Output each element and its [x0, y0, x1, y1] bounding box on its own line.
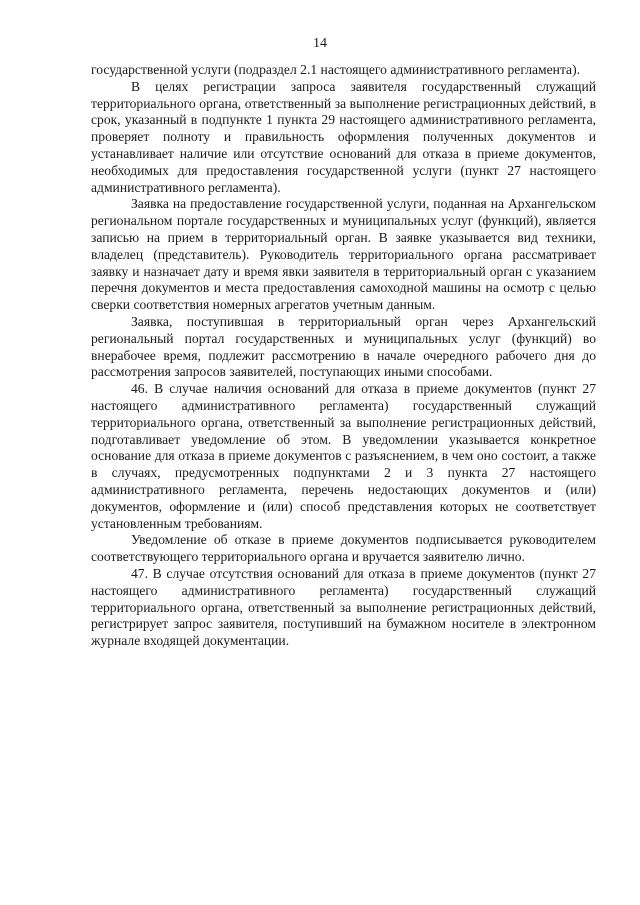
paragraph-after-hours-application: Заявка, поступившая в территориальный орган через Архангельский региональный портал государственных и муниципальных услуг (функций) во внерабочее время, подлежит рассмотрению в начале очередного рабочего дня до рассмотрения запросов заявителей, поступающих иными способами.: [91, 313, 596, 380]
document-body: [91, 62, 596, 650]
paragraph-46-refusal-notice: 46. В случае наличия оснований для отказа в приеме документов (пункт 27 настоящего административного регламента) государственный служащий территориального органа, ответственный за выполнение регистрационных действий, подготавливает уведомление об этом. В уведомлении указывается конкретное основание для отказа в приеме документов с разъяснением, в чем оно состоит, а также в случаях, предусмотренных подпунктами 2 и 3 пункта 27 настоящего административного регламента, перечень недостающих документов и (или) документов, оформление и (или) способ представления которых не соответствует установленным требованиям.: [91, 381, 596, 531]
paragraph-registration-check: В целях регистрации запроса заявителя государственный служащий территориального органа, ответственный за выполнение регистрационных действий, в срок, указанный в подпункте 1 пункта 29 настоящего административного регламента, проверяет полноту и правильность оформления полученных документов и устанавливает наличие или отсутствие оснований для отказа в приеме документов, необходимых для предоставления государственной услуги (пункт 27 настоящего административного регламента).: [91, 78, 596, 195]
paragraph-portal-application: Заявка на предоставление государственной услуги, поданная на Архангельском региональном портале государственных и муниципальных услуг (функций), является записью на прием в территориальный орган. В заявке указывается вид техники, владелец (представитель). Руководитель территориального органа рассматривает заявку и назначает дату и время явки заявителя в территориальный орган с указанием перечня документов и места предоставления самоходной машины на осмотр с целью сверки соответствия номерных агрегатов учетным данным.: [91, 196, 596, 313]
paragraph-continuation: государственной услуги (подраздел 2.1 настоящего административного регламента).: [91, 62, 581, 77]
paragraph-notice-signing: Уведомление об отказе в приеме документов подписывается руководителем соответствующего территориального органа и вручается заявителю лично.: [91, 532, 596, 565]
page-number: 14: [313, 36, 327, 51]
paragraph-47-registration: 47. В случае отсутствия оснований для отказа в приеме документов (пункт 27 настоящего административного регламента) государственный служащий территориального органа, ответственный за выполнение регистрационных действий, регистрирует запрос заявителя, поступивший на бумажном носителе в электронном журнале входящей документации.: [91, 565, 596, 649]
